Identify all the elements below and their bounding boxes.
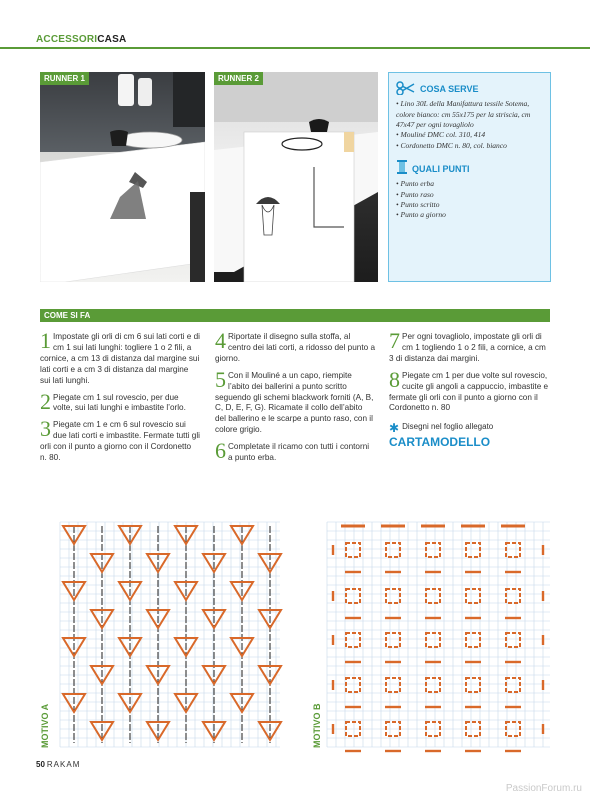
step-text: Piegate cm 1 per due volte sul rovescio, cucite gli angoli a cappuccio, imbastite e fermate gli orli con il punto a giorno con il Cordonetto n. 80 xyxy=(389,370,549,413)
square-motif xyxy=(346,589,360,603)
plate-shape xyxy=(282,138,322,150)
step-number: 5 xyxy=(215,366,226,392)
motivo-b-chart xyxy=(327,522,550,747)
square-motif xyxy=(346,633,360,647)
step-text: Impostate gli orli di cm 6 sui lati corti e di cm 1 sui lati lunghi: togliere 1 o 2 fili, a cornice, a cm 13 di distanza dal margine sui lati corti e a cm 3 di distanza dal margine sui lati lunghi. xyxy=(40,332,200,385)
step-number: 7 xyxy=(389,328,400,353)
square-motif xyxy=(426,589,440,603)
instructions-column-3 xyxy=(389,328,552,451)
counter-dark-shape xyxy=(173,72,205,127)
stitch-item: • Punto raso xyxy=(396,189,434,199)
step-text: Piegate cm 1 sul rovescio, per due volte, sui lati lunghi e imbastite l’orlo. xyxy=(53,392,186,413)
stitches-title: QUALI PUNTI xyxy=(412,163,470,174)
square-motif xyxy=(386,678,400,692)
pitcher-shape xyxy=(118,74,134,106)
step-8 xyxy=(389,366,552,415)
step-number: 8 xyxy=(389,366,400,392)
pattern-note-line xyxy=(389,422,552,433)
stitch-item: • Punto erba xyxy=(396,179,435,189)
step-text: Con il Mouliné a un capo, riempite l’abito dei ballerini a punto scritto seguendo gli schemi blackwork forniti (A, B, C, D, E, F, G). Ricamate il collo dell’abito del ballerino e le scarpe a punto raso, con il colore grigio. xyxy=(215,370,374,435)
instructions-column-1 xyxy=(40,328,200,470)
step-6 xyxy=(215,438,375,464)
motivo-a-chart xyxy=(60,522,280,747)
thread-spool-icon xyxy=(396,159,408,178)
watermark: PassionForum.ru xyxy=(505,783,582,794)
square-motif xyxy=(466,543,480,557)
section-tag xyxy=(36,34,126,45)
scissors-icon xyxy=(396,81,416,98)
step-2 xyxy=(40,388,200,415)
square-motif xyxy=(466,633,480,647)
header-rule xyxy=(0,47,590,49)
runner1-photo xyxy=(40,72,205,282)
motivo-b-label: MOTIVO B xyxy=(312,703,322,748)
stitch-item: • Punto a giorno xyxy=(396,210,446,220)
motivo-b-stitches xyxy=(333,526,543,751)
pattern-note-text: Disegni nel foglio allegato xyxy=(402,422,494,432)
cartamodello-label: CARTAMODELLO xyxy=(389,434,491,449)
square-motif xyxy=(506,678,520,692)
teapot-shape xyxy=(309,119,329,132)
square-motif xyxy=(386,543,400,557)
materials-heading xyxy=(396,81,543,98)
step-text: Piegate cm 1 e cm 6 sul rovescio sui due lati corti e imbastite. Fermate tutti gli orli con il punto a giorno con il Cordonetto n. 80. xyxy=(40,420,200,463)
runner1-label: RUNNER 1 xyxy=(40,72,89,85)
material-item: • Mouliné DMC col. 310, 414 xyxy=(396,130,486,140)
square-motif xyxy=(466,678,480,692)
page-number: 50 xyxy=(36,760,45,769)
material-item: • Lino 30L della Manifattura tessile Sotema, colore bianco: cm 55x175 per la striscia, cm 47x47 per ogni tovagliolo xyxy=(396,99,531,130)
material-item: • Cordonetto DMC n. 80, col. bianco xyxy=(396,140,507,150)
section-label: ACCESSORI xyxy=(36,34,98,45)
runner1-illustration xyxy=(40,72,205,282)
step-text: Completate il ricamo con tutti i contorni a punto erba. xyxy=(228,442,370,463)
materials-box xyxy=(388,72,551,282)
square-motif xyxy=(506,589,520,603)
step-number: 3 xyxy=(40,416,51,442)
step-1 xyxy=(40,328,200,387)
square-motif xyxy=(466,589,480,603)
step-number: 1 xyxy=(40,328,51,353)
step-text: Riportate il disegno sulla stoffa, al centro dei lati corti, a ridosso del punto a giorno. xyxy=(215,332,376,363)
instructions-column-2 xyxy=(215,328,376,470)
step-4 xyxy=(215,328,376,365)
square-motif xyxy=(426,678,440,692)
step-number: 4 xyxy=(215,328,226,353)
magazine-name: RAKAM xyxy=(46,760,81,769)
asterisk-icon: ✱ xyxy=(389,420,400,435)
runner2-illustration xyxy=(214,72,378,282)
square-motif xyxy=(386,589,400,603)
cup-shape xyxy=(110,130,128,146)
square-motif xyxy=(346,678,360,692)
instructions-heading: COME SI FA xyxy=(40,309,550,322)
step-number: 6 xyxy=(215,438,226,464)
square-motif xyxy=(506,633,520,647)
materials-title: COSA SERVE xyxy=(420,84,479,95)
motivo-a-stitches xyxy=(63,526,281,743)
square-motif xyxy=(426,543,440,557)
motivo-a-label: MOTIVO A xyxy=(40,703,50,748)
stitches-heading xyxy=(396,159,543,178)
step-text: Per ogni tovagliolo, impostate gli orli di cm 1 togliendo 1 o 2 fili, a cornice, a cm 3 di distanza dai margini. xyxy=(389,332,546,363)
square-motif xyxy=(346,543,360,557)
step-7 xyxy=(389,328,552,365)
flower-shape xyxy=(344,132,354,152)
square-motif xyxy=(426,633,440,647)
step-number: 2 xyxy=(40,388,51,414)
vase-shape xyxy=(138,78,152,106)
step-5 xyxy=(215,366,375,436)
pattern-note xyxy=(389,422,552,451)
square-motif xyxy=(506,543,520,557)
step-3 xyxy=(40,416,200,464)
stitch-item: • Punto scritto xyxy=(396,200,440,210)
runner2-label: RUNNER 2 xyxy=(214,72,263,85)
runner-cloth-shape xyxy=(244,132,354,282)
table-leg-shape xyxy=(190,192,205,282)
runner2-photo xyxy=(214,72,378,282)
square-motif xyxy=(386,633,400,647)
page-footer xyxy=(36,760,80,769)
section-label-casa: CASA xyxy=(97,34,127,45)
